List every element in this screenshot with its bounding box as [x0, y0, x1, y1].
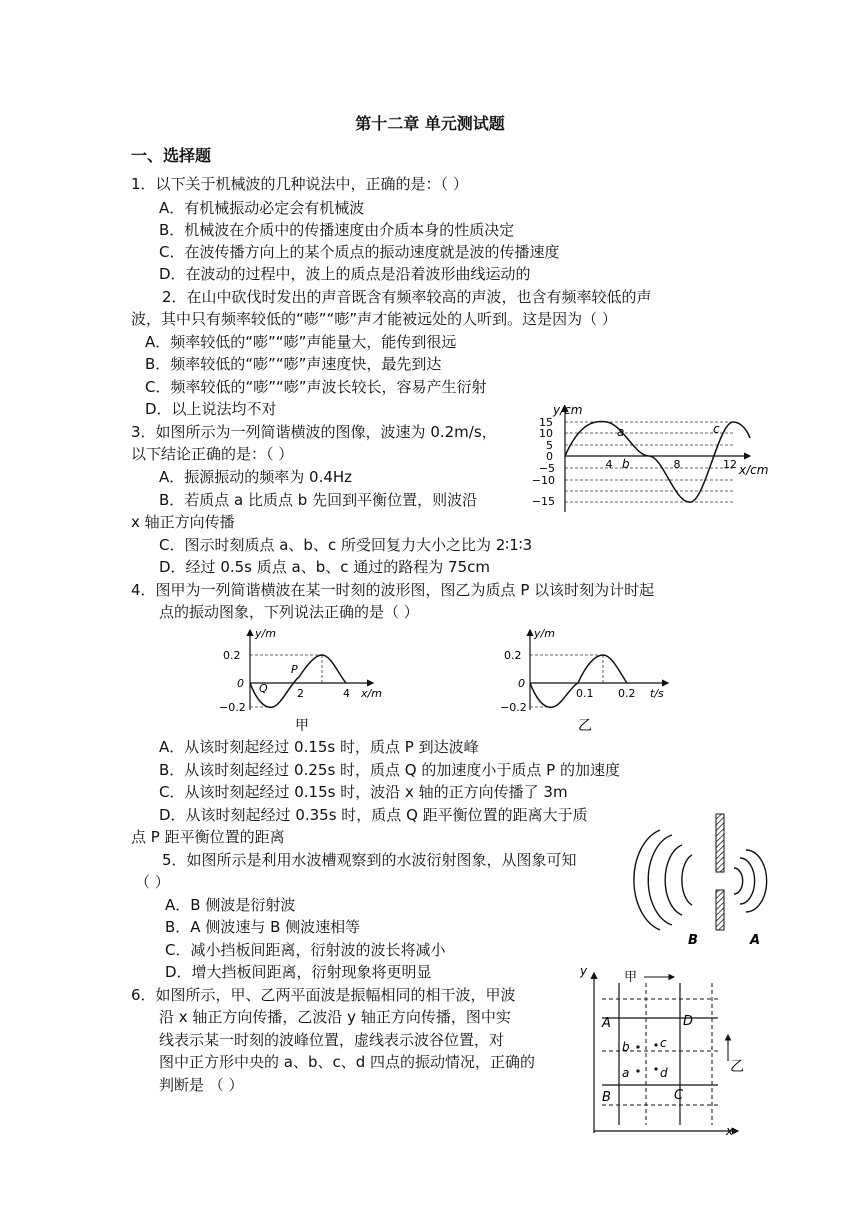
q4-graph-jia: [215, 625, 382, 735]
q2-option-c: C．频率较低的“嘭”“嘭”声波长较长，容易产生衍射: [145, 378, 487, 396]
q4-g2-caption: 乙: [578, 718, 592, 734]
q3-xtick: 8: [673, 458, 681, 471]
q2-option-d: D．以上说法均不对: [145, 400, 277, 418]
q3-ytick: 15: [539, 416, 553, 429]
q4-g2-xtick: 0.1: [576, 687, 594, 700]
q4-option-d-cont: 点 P 距平衡位置的距离: [131, 828, 285, 846]
q4-g2-origin: 0: [518, 677, 525, 690]
q3-point-a: a: [617, 425, 625, 439]
q3-wave-graph: [525, 400, 770, 515]
q4-stem-line2: 点的振动图象，下列说法正确的是（ ）: [159, 603, 419, 621]
q5-option-b: B．A 侧波速与 B 侧波速相等: [165, 918, 361, 936]
q4-option-a: A．从该时刻起经过 0.15s 时，质点 P 到达波峰: [159, 738, 479, 756]
q4-g2-ytop: 0.2: [504, 649, 522, 662]
q3-option-a: A．振源振动的频率为 0.4Hz: [159, 468, 353, 486]
q1-option-d: D．在波动的过程中，波上的质点是沿着波形曲线运动的: [159, 265, 531, 283]
page-title: 第十二章 单元测试题: [355, 114, 505, 133]
q6-point-b: b: [622, 1040, 630, 1054]
q4-g1-origin: 0: [237, 677, 244, 690]
q5-option-d: D．增大挡板间距离，衍射现象将更明显: [165, 963, 432, 981]
q6-line1: 6．如图所示，甲、乙两平面波是振幅相同的相干波，甲波: [131, 986, 516, 1004]
q3-xtick: 4: [605, 458, 613, 471]
q4-g1-point-q: Q: [259, 682, 268, 695]
q5-label-b: B: [688, 933, 698, 948]
q2-option-b: B．频率较低的“嘭”“嘭”声速度快，最先到达: [145, 355, 442, 373]
q2-stem-line1: 2．在山中砍伐时发出的声音既含有频率较高的声波，也含有频率较低的声: [162, 288, 652, 306]
q3-ytick: 0: [546, 450, 553, 463]
q4-g1-ylabel: y/m: [255, 627, 276, 640]
q4-g2-ylabel: y/m: [534, 627, 555, 640]
q4-option-b: B．从该时刻起经过 0.25s 时，质点 Q 的加速度小于质点 P 的加速度: [159, 761, 620, 779]
q3-option-b-cont: x 轴正方向传播: [131, 513, 235, 531]
q3-ytick: −10: [531, 474, 555, 487]
q3-option-d: D．经过 0.5s 质点 a、b、c 通过的路程为 75cm: [159, 558, 490, 576]
q1-option-c: C．在波传播方向上的某个质点的振动速度就是波的传播速度: [159, 243, 560, 261]
q4-graph-yi: [500, 625, 675, 735]
q5-option-c: C．减小挡板间距离，衍射波的波长将减小: [165, 941, 446, 959]
q6-corner-a: A: [602, 1016, 611, 1031]
q3-point-b: b: [622, 457, 630, 471]
q4-g2-ybottom: −0.2: [500, 701, 527, 714]
q4-g1-ytop: 0.2: [223, 649, 241, 662]
q2-option-a: A．频率较低的“嘭”“嘭”声能量大，能传到很远: [145, 333, 457, 351]
q1-option-a: A．有机械振动必定会有机械波: [159, 199, 365, 217]
q6-line5: 判断是 （ ）: [159, 1076, 244, 1094]
q4-g1-caption: 甲: [295, 718, 309, 734]
q3-stem-line2: 以下结论正确的是：（ ）: [131, 445, 294, 463]
q1-stem: 1．以下关于机械波的几种说法中，正确的是：（ ）: [131, 175, 468, 193]
q3-option-b: B．若质点 a 比质点 b 先回到平衡位置，则波沿: [159, 491, 478, 509]
q6-line4: 图中正方形中央的 a、b、c、d 四点的振动情况，正确的: [159, 1053, 536, 1071]
q4-option-d: D．从该时刻起经过 0.35s 时，质点 Q 距平衡位置的距离大于质: [159, 806, 588, 824]
q4-g2-xtick: 0.2: [618, 687, 636, 700]
q5-diffraction-figure: [640, 810, 775, 950]
q3-xlabel: x/cm: [739, 463, 769, 477]
q6-point-d: d: [660, 1066, 668, 1080]
q5-label-a: A: [750, 933, 761, 948]
q6-point-c: c: [660, 1036, 667, 1050]
q3-ytick: −15: [531, 495, 555, 508]
q4-g1-xtick: 4: [343, 687, 350, 700]
q6-corner-b: B: [602, 1090, 611, 1105]
q3-stem-line1: 3．如图所示为一列简谐横波的图像，波速为 0.2m/s，: [131, 423, 497, 441]
q3-ytick: −5: [538, 462, 555, 475]
q3-point-c: c: [713, 422, 720, 436]
q1-option-b: B．机械波在介质中的传播速度由介质本身的性质决定: [159, 221, 515, 239]
q3-xtick: 12: [723, 458, 737, 471]
q5-stem-line1: 5．如图所示是利用水波槽观察到的水波衍射图象，从图象可知: [162, 851, 577, 869]
q4-g2-xlabel: t/s: [650, 687, 664, 700]
q4-g1-point-p: P: [291, 663, 298, 676]
q4-g1-xtick: 2: [297, 687, 304, 700]
q4-g1-xlabel: x/m: [361, 687, 382, 700]
q6-corner-d: D: [683, 1014, 694, 1029]
q5-stem-line2: （ ）: [135, 873, 170, 891]
q3-ytick: 10: [539, 427, 553, 440]
q5-option-a: A．B 侧波是衍射波: [165, 896, 296, 914]
q4-g1-ybottom: −0.2: [219, 701, 246, 714]
q6-interference-figure: [578, 965, 748, 1137]
q4-stem-line1: 4．图甲为一列简谐横波在某一时刻的波形图，图乙为质点 P 以该时刻为计时起: [131, 581, 655, 599]
q3-ylabel: y/cm: [553, 403, 583, 417]
q3-option-c: C．图示时刻质点 a、b、c 所受回复力大小之比为 2∶1∶3: [159, 536, 533, 554]
q6-ylabel: y: [580, 964, 588, 978]
q6-xlabel: x: [726, 1124, 734, 1138]
q6-corner-c: C: [674, 1088, 684, 1103]
q6-wave1-label: 甲: [624, 970, 638, 985]
q6-wave2-label: 乙: [730, 1059, 744, 1075]
q6-line2: 沿 x 轴正方向传播，乙波沿 y 轴正方向传播，图中实: [159, 1008, 511, 1026]
q6-line3: 线表示某一时刻的波峰位置，虚线表示波谷位置，对: [159, 1031, 505, 1049]
q4-option-c: C．从该时刻起经过 0.15s 时，波沿 x 轴的正方向传播了 3m: [159, 783, 568, 801]
q3-ytick: 5: [546, 439, 553, 452]
section-heading: 一、选择题: [131, 146, 212, 165]
q6-point-a: a: [622, 1066, 630, 1080]
q2-stem-line2: 波，其中只有频率较低的“嘭”“嘭”声才能被远处的人听到。这是因为（ ）: [131, 310, 617, 328]
